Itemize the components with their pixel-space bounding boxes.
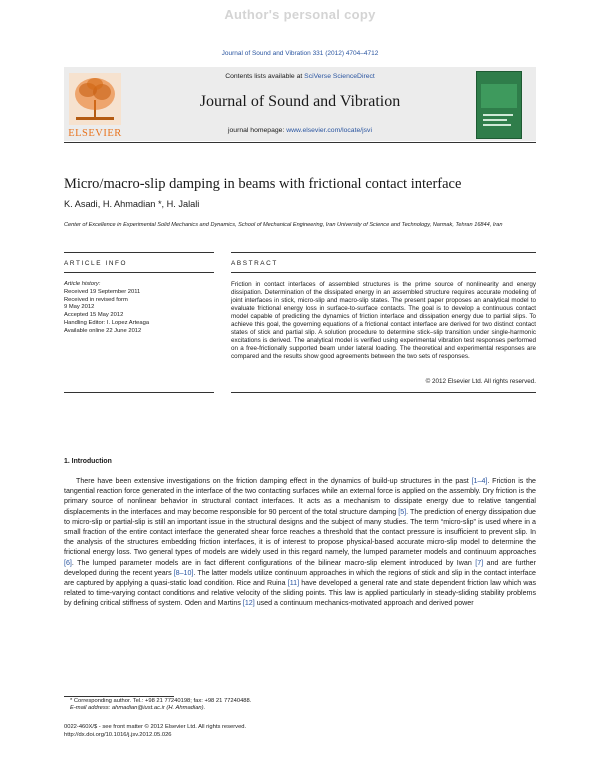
citation-ref-link[interactable]: [6] bbox=[64, 558, 72, 567]
page-footer bbox=[64, 724, 246, 739]
footnote-email[interactable]: E-mail address: ahmadian@iust.ac.ir (H. Ahmadian). bbox=[70, 705, 206, 712]
article-info-rule-2 bbox=[64, 272, 214, 273]
watermark: Author's personal copy bbox=[224, 7, 376, 22]
footnote bbox=[70, 698, 251, 713]
publisher-name: ELSEVIER bbox=[68, 128, 122, 139]
front-matter-line: 0022-460X/$ - see front matter © 2012 Elsevier Ltd. All rights reserved. bbox=[64, 724, 247, 730]
paragraph-text: . Friction is the tangential reaction force generated in the interface of the two contacting surfaces while an external force is applied on the assembly. Dry friction is the primary source of nonlinear behavior in structural contact interfaces. It acts as a mechanism to dissipate energy due to relative tangential displacements in the interfaces and may become responsible for 90 percent of the total structure damping bbox=[64, 477, 537, 516]
paragraph-text: . The prediction of energy dissipation due to micro-slip or partial-slip is still an important issue in the structural designs and the subject of many studies. The term “micro-slip” is used where in a small fraction of the entire contact interface the generated shear force reaches a threshold that the contact pressure is insufficient to prevent slip. In the analysis of the structures embedding friction interfaces, it is of interest to propose physical-based accurate micro-slip model to determine the frictional energy loss. Two general types of models are widely used in this regard namely, the lumped parameter models and continuum approaches bbox=[64, 507, 536, 557]
history-item: Received in revised form bbox=[64, 296, 128, 303]
citation-ref-link[interactable]: [7] bbox=[475, 558, 484, 567]
article-info-rule bbox=[64, 252, 214, 253]
paragraph-text: used a continuum mechanics-motivated approach and derived power bbox=[254, 599, 474, 608]
homepage-line bbox=[130, 127, 470, 134]
footnote-corresponding: * Corresponding author. Tel.: +98 21 77240198; fax: +98 21 77240488. bbox=[70, 698, 252, 704]
paragraph-text: There have been extensive investigations on the friction damping effect in the dynamics of build-up structures in the past bbox=[76, 477, 472, 485]
header-divider bbox=[64, 142, 536, 143]
abstract-text: Friction in contact interfaces of assembled structures is the prime source of nonlinearity and energy dissipation. Determination of the dissipated energy in an assembled structure requires accurate modeling of joint interfaces in stick, micro-slip and macro-slip states. The present paper proposes an analytical model to evaluate frictional energy loss in surface-to-surface contacts. The goal is to develop a continuous contact model capable of predicting the dynamics of friction interface and dissipation energy due to partial slips. To achieve this goal, the governing equations of a frictional contact interface are derived for two distinct contact states of stick and partial slip. A solution procedure to determine stick–slip transition under single-harmonic excitations is derived. The analytical model is verified using experimental vibration test responses performed on a free-frictionally supported beam under lateral loading. The theoretical and experimental responses are compared and the results show good agreements between the two sets of responses. bbox=[231, 281, 536, 361]
paragraph-text: . The lumped parameter models are in fact different configurations of the bilinear macro-slip element introduced by Iwan bbox=[71, 558, 476, 567]
history-item: Handling Editor: I. Lopez Arteaga bbox=[64, 319, 150, 326]
paragraph-text: have developed a general rate and state dependent friction law which was related to time-varying contact conditions and relative velocity of the sliding points. This law is applied particularly in steady-sliding stability problems by defining critical stiffness of system. Oden and Martins bbox=[64, 579, 536, 608]
homepage-link[interactable]: www.elsevier.com/locate/jsvi bbox=[286, 127, 372, 134]
article-info-bottom-rule bbox=[64, 392, 214, 393]
history-item: 9 May 2012 bbox=[64, 304, 95, 311]
citation-ref-link[interactable]: [11] bbox=[287, 579, 300, 588]
doi-link[interactable]: http://dx.doi.org/10.1016/j.jsv.2012.05.026 bbox=[64, 731, 172, 738]
journal-citation[interactable]: Journal of Sound and Vibration 331 (2012) 4704–4712 bbox=[221, 50, 379, 57]
history-label: Article history: bbox=[64, 281, 101, 287]
introduction-body bbox=[64, 476, 536, 609]
history-item: Received 19 September 2011 bbox=[64, 288, 141, 295]
paragraph-text: and are further developed during the recent years bbox=[64, 558, 536, 577]
abstract-copyright: © 2012 Elsevier Ltd. All rights reserved. bbox=[425, 378, 536, 385]
contents-prefix: Contents lists available at bbox=[225, 73, 305, 80]
citation-ref-link[interactable]: [5] bbox=[398, 507, 407, 516]
article-history bbox=[64, 281, 214, 335]
history-item: Available online 22 June 2012 bbox=[64, 327, 142, 334]
paragraph-text: . The latter models utilize continuum approaches in which the regions of stick and slip in the contact interface are captured by applying a quasi-static load condition. Rice and Ruina bbox=[64, 568, 536, 588]
contents-line bbox=[130, 73, 470, 80]
journal-title: Journal of Sound and Vibration bbox=[199, 93, 401, 110]
journal-cover-icon bbox=[476, 71, 522, 139]
history-item: Accepted 15 May 2012 bbox=[64, 312, 124, 318]
footnote-divider bbox=[64, 696, 174, 697]
citation-ref-link[interactable]: [8–10] bbox=[173, 568, 194, 577]
sciencedirect-link[interactable]: SciVerse ScienceDirect bbox=[304, 73, 375, 80]
homepage-prefix: journal homepage: bbox=[228, 127, 287, 134]
introduction-paragraph bbox=[64, 476, 536, 609]
section-heading-introduction: 1. Introduction bbox=[64, 458, 112, 465]
paper-title: Micro/macro-slip damping in beams with frictional contact interface bbox=[64, 176, 462, 192]
affiliation: Center of Excellence in Experimental Solid Mechanics and Dynamics, School of Mechanical Engineering, Iran University of Science and Technology, Narmak, Tehran 16844, Iran bbox=[64, 222, 503, 228]
citation-ref-link[interactable]: [12] bbox=[242, 599, 255, 608]
abstract-heading: ABSTRACT bbox=[231, 260, 278, 267]
abstract-bottom-rule bbox=[231, 392, 536, 393]
author-list[interactable]: K. Asadi, H. Ahmadian *, H. Jalali bbox=[64, 199, 200, 209]
article-info-heading: ARTICLE INFO bbox=[64, 260, 128, 267]
citation-ref-link[interactable]: [1–4] bbox=[471, 477, 488, 485]
abstract-rule-2 bbox=[231, 272, 536, 273]
abstract-rule bbox=[231, 252, 536, 253]
